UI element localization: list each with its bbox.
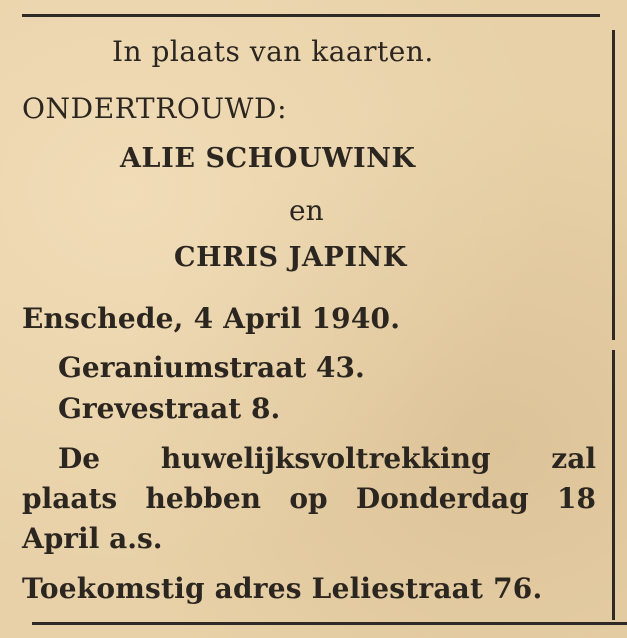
future-address: Toekomstig adres Leliestraat 76. — [22, 572, 543, 605]
right-border-rule-lower — [612, 350, 615, 620]
bottom-border-rule — [32, 622, 627, 625]
right-border-rule-upper — [612, 30, 615, 340]
place-and-date: Enschede, 4 April 1940. — [22, 302, 401, 335]
wedding-text-line-2 — [22, 483, 596, 515]
wedding-word: 18 — [556, 482, 596, 515]
wedding-word: De — [58, 442, 101, 475]
announcement-heading: ONDERTROUWD: — [22, 92, 288, 125]
announcement-header: In plaats van kaarten. — [112, 35, 434, 68]
wedding-word: hebben — [145, 482, 262, 515]
top-border-rule — [22, 14, 600, 17]
wedding-word: op — [289, 482, 328, 515]
groom-name: CHRIS JAPINK — [174, 242, 407, 273]
address-groom: Grevestraat 8. — [58, 392, 281, 425]
wedding-word: huwelijksvoltrekking — [160, 442, 491, 475]
address-bride: Geraniumstraat 43. — [58, 351, 365, 384]
wedding-word: plaats — [22, 482, 118, 515]
wedding-word: Donderdag — [355, 482, 529, 515]
conjunction-text: en — [289, 194, 324, 227]
bride-name: ALIE SCHOUWINK — [120, 143, 416, 174]
wedding-text-line-3: April a.s. — [22, 522, 163, 555]
wedding-text-line-1 — [58, 443, 596, 475]
wedding-word: zal — [551, 442, 596, 475]
